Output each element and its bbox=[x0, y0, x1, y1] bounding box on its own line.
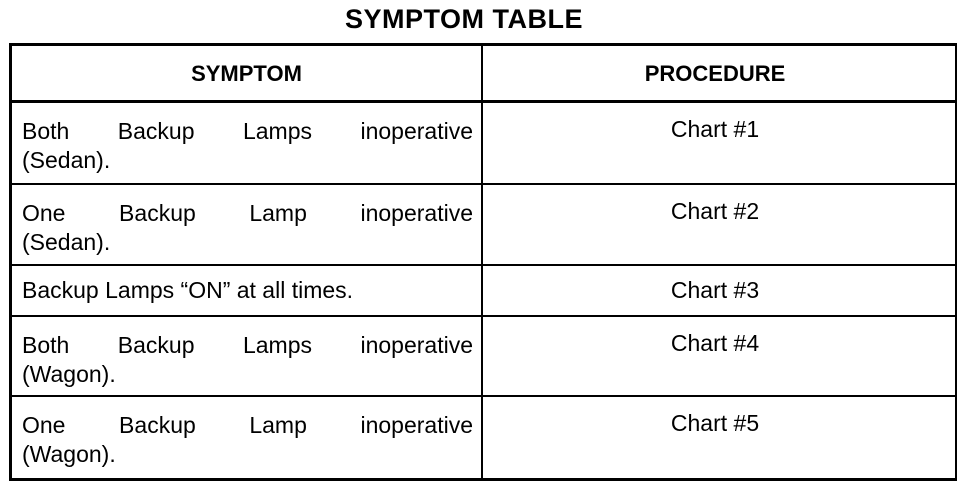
symptom-table bbox=[9, 43, 957, 481]
table-row bbox=[12, 185, 957, 266]
table-row bbox=[12, 103, 957, 185]
procedure-text: Chart #1 bbox=[670, 116, 760, 142]
symptom-text-line1: Both Backup Lamps inoperative bbox=[22, 118, 473, 144]
page-title: SYMPTOM TABLE bbox=[344, 4, 583, 34]
procedure-text: Chart #2 bbox=[670, 198, 760, 224]
procedure-cell bbox=[483, 185, 957, 264]
table-header-row bbox=[12, 46, 957, 103]
procedure-text: Chart #4 bbox=[670, 330, 760, 356]
procedure-cell bbox=[483, 317, 957, 395]
symptom-text-line1: One Backup Lamp inoperative bbox=[22, 412, 473, 438]
table-row bbox=[12, 266, 957, 317]
procedure-column-header: PROCEDURE bbox=[483, 46, 957, 100]
symptom-text-line1: One Backup Lamp inoperative bbox=[22, 200, 473, 226]
table-row bbox=[12, 397, 957, 481]
symptom-cell bbox=[12, 103, 483, 183]
symptom-text-line2: (Sedan). bbox=[22, 147, 111, 173]
procedure-cell bbox=[483, 266, 957, 315]
symptom-cell bbox=[12, 266, 483, 315]
symptom-column-header: SYMPTOM bbox=[12, 46, 483, 100]
procedure-cell bbox=[483, 103, 957, 183]
symptom-text-line2: (Wagon). bbox=[22, 441, 116, 467]
symptom-text-line2: (Sedan). bbox=[22, 229, 111, 255]
symptom-cell bbox=[12, 397, 483, 481]
symptom-text-line2: (Wagon). bbox=[22, 361, 116, 387]
procedure-text: Chart #5 bbox=[670, 410, 760, 436]
procedure-cell bbox=[483, 397, 957, 481]
procedure-text: Chart #3 bbox=[670, 277, 760, 303]
symptom-text-line1: Both Backup Lamps inoperative bbox=[22, 332, 473, 358]
symptom-cell bbox=[12, 185, 483, 264]
symptom-cell bbox=[12, 317, 483, 395]
symptom-text-line1: Backup Lamps “ON” at all times. bbox=[22, 277, 354, 303]
table-row bbox=[12, 317, 957, 397]
